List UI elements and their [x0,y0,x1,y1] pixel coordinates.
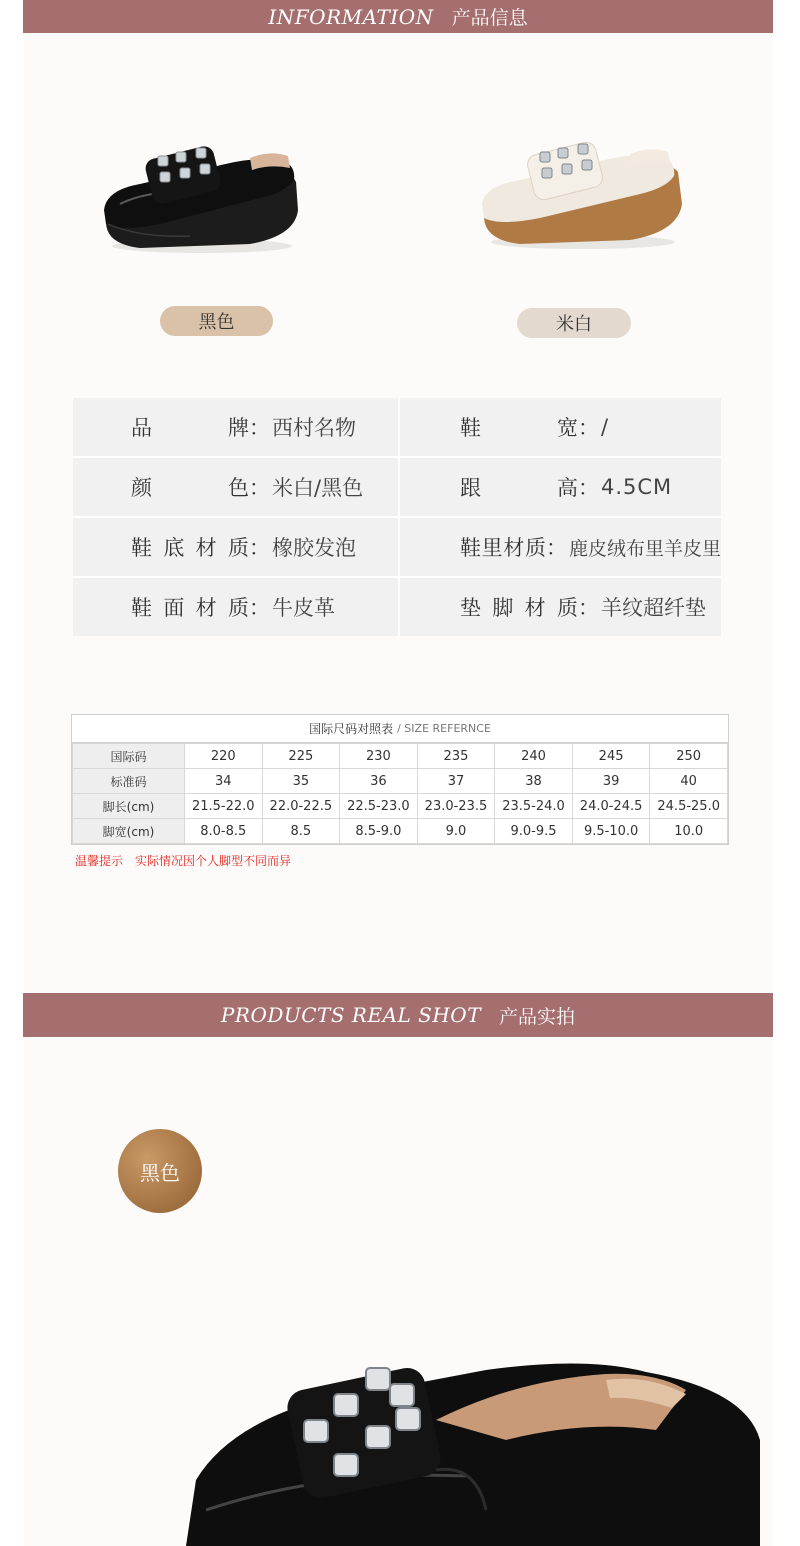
size-row-label: 脚宽(cm) [73,819,185,844]
spec-key: 颜色 [131,476,249,500]
spec-value: 4.5CM [601,475,673,499]
real-shot-header-en: PRODUCTS REAL SHOT [220,1003,482,1027]
size-table [72,743,728,844]
spec-key: 鞋面材质 [131,596,249,620]
spec-value: 橡胶发泡 [272,536,356,560]
information-header-en: INFORMATION [268,4,434,29]
information-header [23,0,773,33]
spec-value: 牛皮革 [272,596,335,620]
size-cell: 38 [495,769,573,794]
black-shoe-closeup-image [186,1360,760,1546]
size-chart [71,714,729,845]
real-shot-color-badge: 黑色 [118,1129,202,1213]
size-cell: 39 [572,769,650,794]
size-cell: 8.5-9.0 [340,819,418,844]
spec-key: 鞋宽 [460,416,578,440]
size-cell: 37 [417,769,495,794]
real-shot-header [23,993,773,1037]
cream-shoe-image [478,138,688,250]
size-cell: 220 [185,744,263,769]
size-cell: 230 [340,744,418,769]
spec-value: 鹿皮绒布里羊皮里 [568,537,721,560]
size-row-label: 脚长(cm) [73,794,185,819]
size-cell: 8.0-8.5 [185,819,263,844]
spec-sole: 鞋底材质 ： 橡胶发泡 [73,518,398,576]
size-cell: 22.5-23.0 [340,794,418,819]
size-row [73,769,728,794]
spec-heel: 跟高 ： 4.5CM [400,458,721,516]
size-cell: 225 [262,744,340,769]
tip-label: 温馨提示 [75,854,124,868]
size-cell: 250 [650,744,728,769]
spec-value: 米白/黑色 [272,476,364,500]
spec-value: / [601,415,609,439]
size-cell: 36 [340,769,418,794]
tip-text: 实际情况因个人脚型不同而异 [135,854,292,868]
size-cell: 245 [572,744,650,769]
spec-value: 羊纹超纤垫 [601,596,706,620]
black-shoe-image [100,140,305,255]
information-header-cn: 产品信息 [451,7,528,29]
size-cell: 23.5-24.0 [495,794,573,819]
size-cell: 9.5-10.0 [572,819,650,844]
spec-value: 西村名物 [272,416,356,440]
size-row [73,819,728,844]
spec-key: 跟高 [460,476,578,500]
spec-width: 鞋宽 ： / [400,398,721,456]
size-cell: 35 [262,769,340,794]
spec-brand: 品牌 ： 西村名物 [73,398,398,456]
size-cell: 23.0-23.5 [417,794,495,819]
size-row-label: 国际码 [73,744,185,769]
spec-insole: 垫脚材质 ： 羊纹超纤垫 [400,578,721,636]
spec-key: 鞋底材质 [131,536,249,560]
variant-cream-label: 米白 [517,308,631,338]
tip-note [75,852,291,869]
size-cell: 10.0 [650,819,728,844]
size-row [73,794,728,819]
size-cell: 9.0-9.5 [495,819,573,844]
size-row-label: 标准码 [73,769,185,794]
size-cell: 235 [417,744,495,769]
size-chart-title-en: / SIZE REFERNCE [397,722,491,735]
size-cell: 24.5-25.0 [650,794,728,819]
size-cell: 8.5 [262,819,340,844]
size-cell: 40 [650,769,728,794]
size-cell: 240 [495,744,573,769]
spec-key: 品牌 [131,416,249,440]
spec-table [73,398,719,636]
spec-lining: 鞋里材质 ： 鹿皮绒布里羊皮里 [400,518,721,576]
size-cell: 34 [185,769,263,794]
size-row [73,744,728,769]
spec-color: 颜色 ： 米白/黑色 [73,458,398,516]
real-shot-header-cn: 产品实拍 [499,1005,576,1028]
size-cell: 21.5-22.0 [185,794,263,819]
size-chart-title [72,715,728,743]
spec-key: 垫脚材质 [460,596,578,620]
size-cell: 22.0-22.5 [262,794,340,819]
size-chart-title-cn: 国际尺码对照表 [309,722,394,736]
size-cell: 24.0-24.5 [572,794,650,819]
size-cell: 9.0 [417,819,495,844]
spec-key: 鞋里材质 [460,536,546,560]
spec-upper: 鞋面材质 ： 牛皮革 [73,578,398,636]
variant-black-label: 黑色 [160,306,273,336]
